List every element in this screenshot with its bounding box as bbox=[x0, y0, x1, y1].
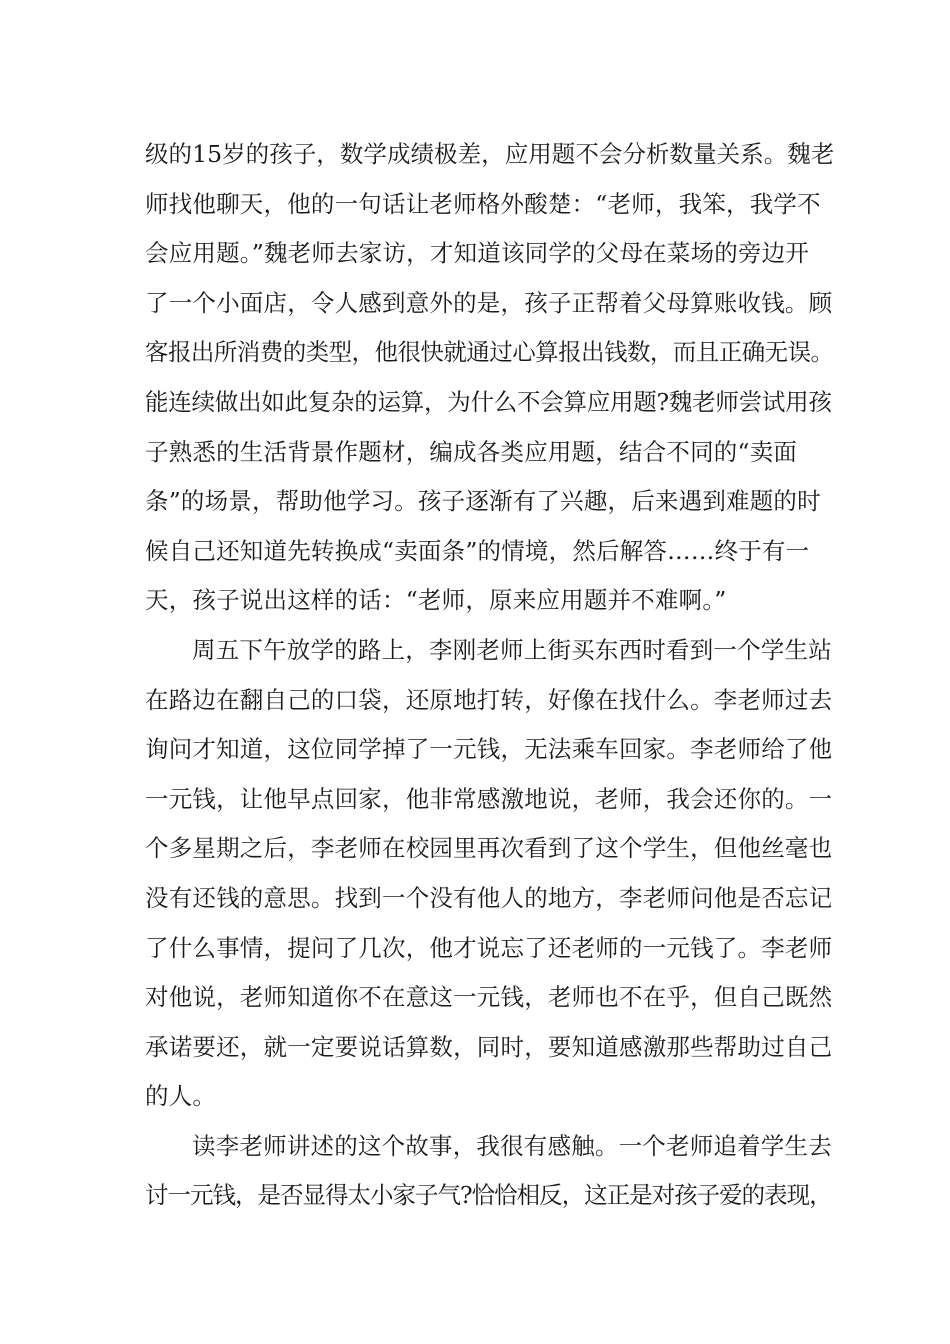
text-line: 师找他聊天，他的一句话让老师格外酸楚：“老师，我笨，我学不 bbox=[145, 189, 821, 218]
text-line: 个多星期之后，李老师在校园里再次看到了这个学生，但他丝毫也 bbox=[145, 834, 833, 863]
text-line: 子熟悉的生活背景作题材，编成各类应用题，结合不同的“卖面 bbox=[145, 437, 798, 466]
text-line: 天，孩子说出这样的话：“老师，原来应用题并不难啊。” bbox=[145, 586, 727, 615]
paragraph-first-line: 读李老师讲述的这个故事，我很有感触。一个老师追着学生去 bbox=[192, 1131, 832, 1160]
text-line: 候自己还知道先转换成“卖面条”的情境，然后解答……终于有一 bbox=[145, 536, 810, 565]
text-line: 级的15岁的孩子，数学成绩极差，应用题不会分析数量关系。魏老 bbox=[145, 140, 835, 168]
body-text bbox=[145, 134, 835, 1225]
text-line: 了一个小面店，令人感到意外的是，孩子正帮着父母算账收钱。顾 bbox=[145, 288, 833, 317]
text-line: 询问才知道，这位同学掉了一元钱，无法乘车回家。李老师给了他 bbox=[145, 735, 833, 764]
paragraph-first-line: 周五下午放学的路上，李刚老师上街买东西时看到一个学生站 bbox=[192, 635, 832, 664]
text-line: 了什么事情，提问了几次，他才说忘了还老师的一元钱了。李老师 bbox=[145, 933, 833, 962]
text-line: 对他说，老师知道你不在意这一元钱，老师也不在乎，但自己既然 bbox=[145, 983, 833, 1012]
text-line: 能连续做出如此复杂的运算，为什么不会算应用题?魏老师尝试用孩 bbox=[145, 387, 832, 416]
text-line: 的人。 bbox=[145, 1082, 217, 1111]
text-line: 条”的场景，帮助他学习。孩子逐渐有了兴趣，后来遇到难题的时 bbox=[145, 487, 821, 516]
text-line: 会应用题。”魏老师去家访，才知道该同学的父母在菜场的旁边开 bbox=[145, 239, 810, 268]
text-line: 一元钱，让他早点回家，他非常感激地说，老师，我会还你的。一 bbox=[145, 784, 833, 813]
text-line: 客报出所消费的类型，他很快就通过心算报出钱数，而且正确无误。 bbox=[145, 338, 834, 367]
text-line: 在路边在翻自己的口袋，还原地打转，好像在找什么。李老师过去 bbox=[145, 685, 833, 714]
text-line: 讨一元钱，是否显得太小家子气?恰恰相反，这正是对孩子爱的表现， bbox=[145, 1181, 832, 1210]
text-line: 承诺要还，就一定要说话算数，同时，要知道感激那些帮助过自己 bbox=[145, 1032, 833, 1061]
text-line: 没有还钱的意思。找到一个没有他人的地方，李老师问他是否忘记 bbox=[145, 883, 833, 912]
